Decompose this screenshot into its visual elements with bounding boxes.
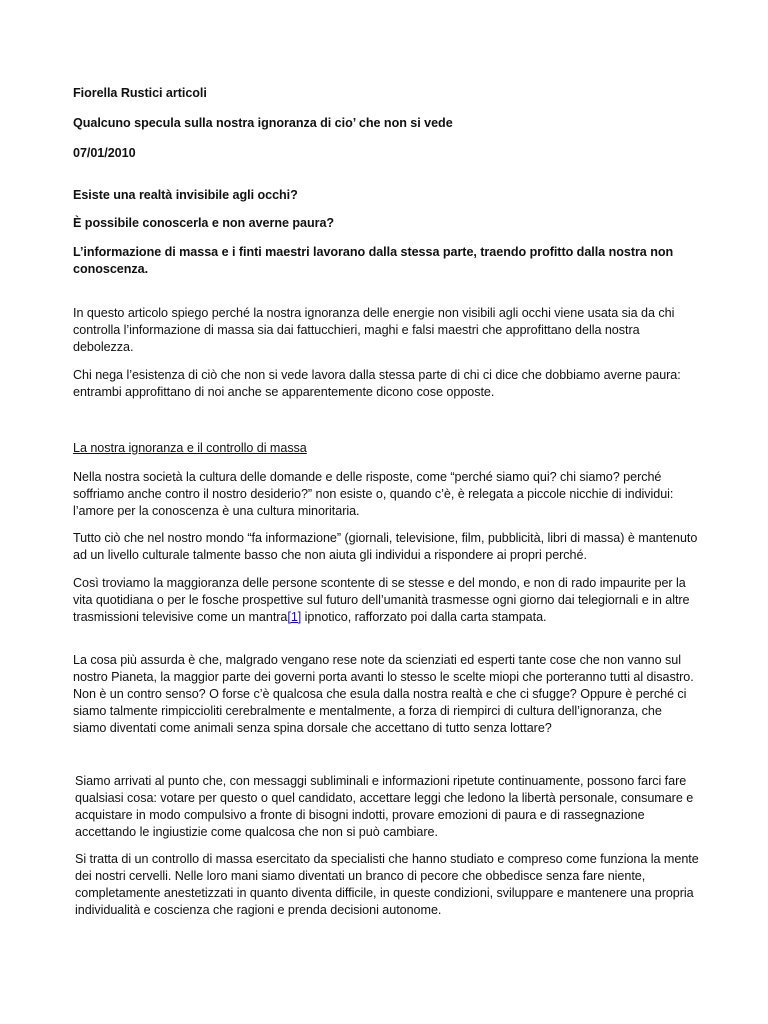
paragraph-5-text: Così troviamo la maggioranza delle persone scontente di se stesse e del mondo, e non di rado impaurite per la vita quotidiana o per le fosche prospettive sul futuro dell’umanità trasmesse ogni giorno dai telegiornali e in altre trasmissioni televisive come un mantra — [73, 576, 690, 624]
article-title: Qualcuno specula sulla nostra ignoranza di cio’ che non si vede — [73, 116, 453, 130]
paragraph-6: La cosa più assurda è che, malgrado vengano rese note da scienziati ed esperti tante cose che non vanno sul nostro Pianeta, la maggior parte dei governi porta avanti lo stesso le scelte miopi che porteranno tutti al disastro. Non è un contro senso? O forse c’è qualcosa che esula dalla nostra realtà e che ci sfugge? Oppure è perché ci siamo talmente rimpiccioliti cerebralmente e mentalmente, a forza di riempirci di cultura dell’ignoranza, che siamo diventati come animali senza spina dorsale che accettano di tutto senza lottare? — [73, 653, 694, 735]
intro-question-1: Esiste una realtà invisibile agli occhi? — [73, 188, 298, 202]
paragraph-4: Tutto ciò che nel nostro mondo “fa informazione” (giornali, televisione, film, pubblicità, libri di massa) è mantenuto ad un livello culturale talmente basso che non aiuta gli individui a rispondere ai propri perché. — [73, 531, 698, 562]
paragraph-8: Si tratta di un controllo di massa esercitato da specialisti che hanno studiato e compreso come funziona la mente dei nostri cervelli. Nelle loro mani siamo diventati un branco di pecore che obbedisce senza fare niente, completamente anestetizzati in quanto diventa difficile, in queste condizioni, sviluppare e mantenere una propria individualità e coscienza che ragioni e prenda decisioni autonome. — [75, 852, 699, 917]
intro-question-2: È possibile conoscerla e non averne paura? — [73, 216, 335, 230]
intro-lead: L’informazione di massa e i finti maestri lavorano dalla stessa parte, traendo profitto dalla nostra non conoscenza. — [73, 245, 674, 276]
author-line: Fiorella Rustici articoli — [73, 86, 207, 100]
footnote-link[interactable]: [1] — [287, 610, 302, 624]
paragraph-7: Siamo arrivati al punto che, con messaggi subliminali e informazioni ripetute continuamente, possono farci fare qualsiasi cosa: votare per questo o quel candidato, accettare leggi che ledono la libertà personale, consumare e acquistare in modo compulsivo a fronte di bisogni indotti, provare emozioni di paura e di rassegnazione accettando le ingiustizie come qualcosa che non si può cambiare. — [75, 774, 694, 839]
paragraph-3: Nella nostra società la cultura delle domande e delle risposte, come “perché siamo qui? chi siamo? perché soffriamo anche contro il nostro desiderio?” non esiste o, quando c’è, è relegata a piccole nicchie di individui: l’amore per la conoscenza è una cultura minoritaria. — [73, 470, 674, 518]
paragraph-1: In questo articolo spiego perché la nostra ignoranza delle energie non visibili agli occhi viene usata sia da chi controlla l’informazione di massa sia dai fattucchieri, maghi e falsi maestri che approfittano della nostra debolezza. — [73, 306, 675, 354]
paragraph-2: Chi nega l’esistenza di ciò che non si vede lavora dalla stessa parte di chi ci dice che dobbiamo averne paura: entrambi approfittano di noi anche se apparentemente dicono cose opposte. — [73, 368, 681, 399]
section-title: La nostra ignoranza e il controllo di massa — [73, 441, 307, 455]
paragraph-5 — [73, 575, 698, 626]
article-date: 07/01/2010 — [73, 146, 136, 160]
paragraph-5-text-end: ipnotico, rafforzato poi dalla carta stampata. — [301, 610, 547, 624]
